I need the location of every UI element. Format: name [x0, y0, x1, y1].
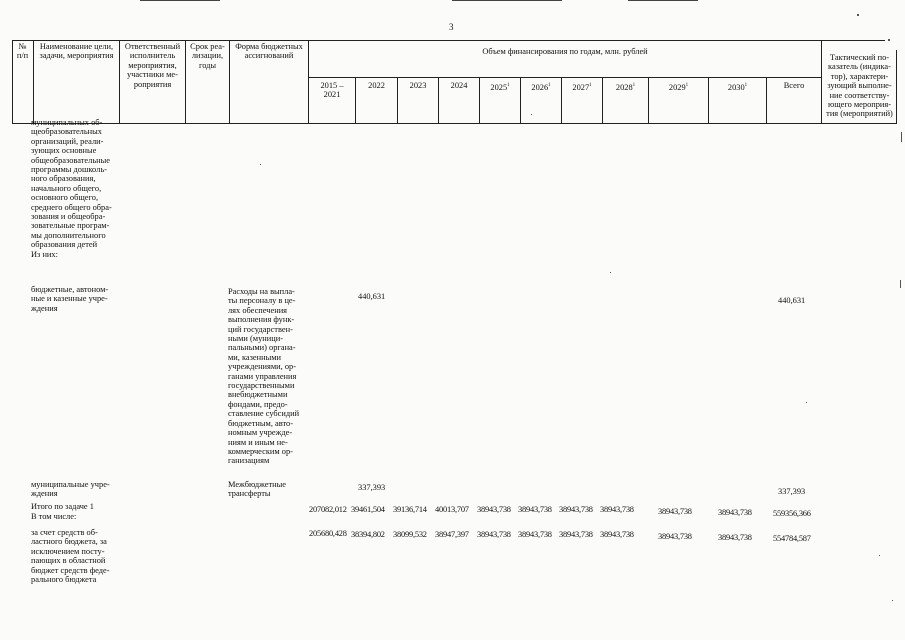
regional-budget-value: 38394,802: [351, 530, 385, 539]
years-top-border: [308, 77, 821, 78]
row-name-municipal-institutions: муниципальные учре- ждения: [31, 480, 110, 499]
task-total-value: 207082,012: [309, 505, 347, 514]
year-2015-2021: 2015 – 2021: [320, 81, 344, 100]
row-form-municipal-institutions: Межбюджетные трансферты: [228, 480, 286, 499]
row-name-including: В том числе:: [31, 512, 77, 521]
row-form-budget-institutions: Расходы на выпла- ты персоналу в це- лях обеспечения выполнения функ- ций государствен- ными (муници- пальными) органа- ми, казенными учреждениями, ор- ганами управления государственными внебюджетными фондами, предо- ставление субсидий бюджетным, авто- номным учрежде- ниям и иным не- коммерческим ор- ганизациям: [228, 287, 300, 466]
year-2026: 2026$^1$: [531, 82, 551, 92]
page-number: 3: [449, 22, 454, 32]
task-total-value: 39461,504: [351, 505, 385, 514]
top-edge-line: [452, 0, 562, 1]
row-name-regional-budget: за счет средств об- ластного бюджета, за исключением посту- пающих в областной бюджет средств феде- рального бюджета: [31, 528, 110, 585]
year-2027: 2027$^1$: [572, 82, 592, 92]
task-total-value: 38943,738: [559, 505, 593, 514]
year-2024: 2024: [450, 81, 468, 90]
header-indicator: Тактический по- казатель (индика- тор), характери- зующий выполне- ние соответству- ющего мероприя- тия (мероприятий): [826, 53, 893, 119]
regional-budget-value: 38943,738: [518, 530, 552, 539]
task-total-value: 40013,707: [435, 505, 469, 514]
header-bottom-border: [12, 123, 897, 124]
task-total-value: 39136,714: [393, 505, 427, 514]
row-value-total: 440,631: [778, 296, 806, 305]
header-form: Форма бюджетных ассигнований: [235, 42, 303, 61]
funding-table: [12, 40, 897, 600]
scan-speck: [610, 272, 611, 273]
header-term: Срок реа- лизации, годы: [190, 42, 225, 70]
year-2025: 2025$^1$: [490, 82, 510, 92]
top-edge-line: [140, 0, 220, 1]
scan-speck: [888, 39, 890, 41]
top-edge-line: [628, 0, 698, 1]
scan-speck: [900, 280, 901, 288]
scan-speck: [260, 164, 261, 165]
regional-budget-value: 205680,428: [309, 529, 347, 538]
task-total-value: 559356,366: [773, 509, 811, 518]
year-2023: 2023: [409, 81, 427, 90]
task-total-value: 38943,738: [518, 505, 552, 514]
scan-speck: [879, 555, 880, 556]
regional-budget-value: 554784,587: [773, 534, 811, 543]
scan-speck: [892, 600, 893, 601]
regional-budget-value: 38943,738: [477, 530, 511, 539]
regional-budget-value: 38947,397: [435, 530, 469, 539]
scan-speck: [857, 14, 859, 16]
scan-speck: [806, 402, 807, 403]
task-total-value: 38943,738: [658, 507, 692, 516]
row-name-municipal-orgs: муниципальных об- щеобразовательных организаций, реали- зующих основные общеобразовательные программы дошколь- ного образования, начального общего, основного общего, среднего общего обра- зования и общеобра- зовательные програм- мы дополнительного образования детей Из них:: [31, 118, 112, 259]
regional-budget-value: 38943,738: [559, 530, 593, 539]
year-2030: 2030$^1$: [727, 82, 748, 92]
row-name-budget-institutions: бюджетные, автоном- ные и казенные учре- ждения: [31, 285, 109, 313]
year-2022: 2022: [368, 81, 385, 90]
header-funding: Объем финансирования по годам, млн. рублей: [482, 47, 648, 56]
row-value-total: 337,393: [778, 487, 806, 496]
header-executor: Ответственный исполнитель мероприятия, участники ме- роприятия: [124, 42, 181, 89]
year-2028: 2028$^1$: [615, 82, 636, 92]
row-value-2022: 337,393: [358, 483, 386, 492]
regional-budget-value: 38943,738: [658, 532, 692, 541]
task-total-value: 38943,738: [477, 505, 511, 514]
header-number: № п/п: [16, 42, 29, 61]
task-total-value: 38943,738: [600, 505, 634, 514]
table-top-border: [12, 40, 885, 41]
scan-speck: [531, 114, 532, 115]
year-2029: 2029$^1$: [668, 82, 689, 92]
header-name: Наименование цели, задачи, мероприятия: [39, 42, 114, 61]
regional-budget-value: 38099,532: [393, 530, 427, 539]
regional-budget-value: 38943,738: [600, 530, 634, 539]
task-total-value: 38943,738: [718, 508, 752, 517]
row-name-task-total: Итого по задаче 1: [31, 502, 94, 511]
row-value-2022: 440,631: [358, 292, 386, 301]
year-total: Всего: [783, 81, 805, 90]
regional-budget-value: 38943,738: [718, 533, 752, 542]
scan-speck: [901, 132, 902, 142]
